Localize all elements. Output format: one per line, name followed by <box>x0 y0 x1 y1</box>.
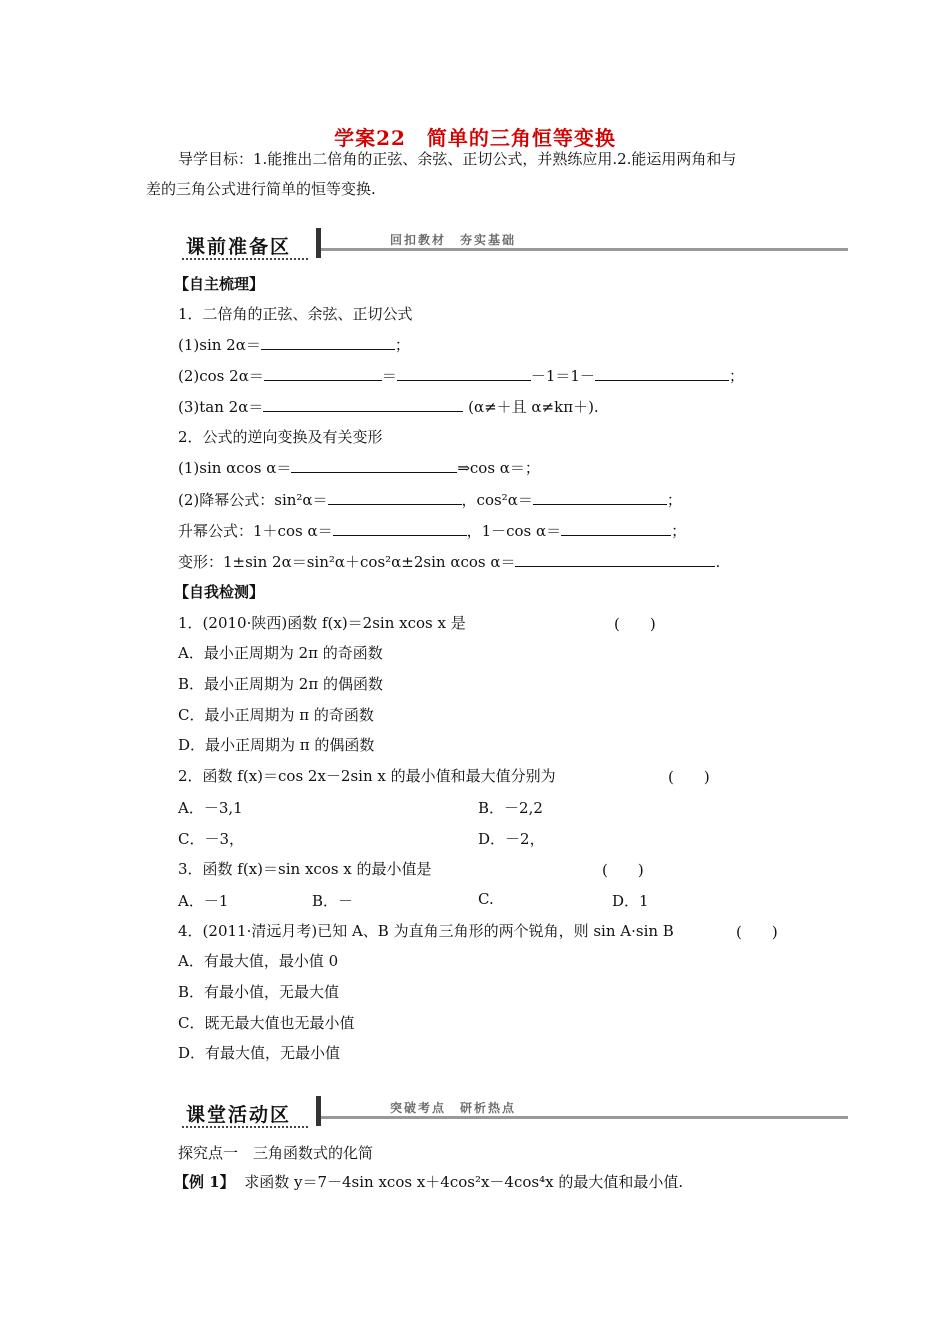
question-1-option-c[interactable]: C．最小正周期为 π 的奇函数 <box>178 706 374 724</box>
answer-blank[interactable] <box>263 397 463 412</box>
question-4-option-d[interactable]: D．有最大值，无最小值 <box>178 1044 341 1062</box>
banner-divider-bar <box>316 1096 321 1126</box>
learning-goals-line2: 差的三角公式进行简单的恒等变换. <box>146 180 376 198</box>
question-1-option-a[interactable]: A．最小正周期为 2π 的奇函数 <box>178 644 383 662</box>
question-3: 3．函数 f(x)＝sin xcos x 的最小值是 <box>178 860 432 878</box>
question-1-answer-bracket[interactable]: ( ) <box>614 615 656 633</box>
answer-blank[interactable] <box>595 366 729 381</box>
question-2-option-b[interactable]: B．－2,2 <box>478 799 543 817</box>
formula-text: (2)cos 2α＝ <box>178 367 264 385</box>
formula-text: ； <box>671 522 687 540</box>
formula-text: (1)sin 2α＝ <box>178 336 261 354</box>
formula-text: 变形：1±sin 2α＝sin²α＋cos²α±2sin αcos α＝ <box>178 553 516 571</box>
item-2-heading: 2．公式的逆向变换及有关变形 <box>178 428 383 446</box>
question-2-option-a[interactable]: A．－3,1 <box>178 799 243 817</box>
banner-subtitle: 突破考点 研析热点 <box>390 1101 517 1115</box>
formula-transformation <box>178 552 720 572</box>
formula-text: ⇒cos α＝； <box>457 459 540 477</box>
question-4: 4．(2011·清远月考)已知 A、B 为直角三角形的两个锐角，则 sin A·sin B <box>178 922 674 940</box>
example-label: 【例 1】 <box>174 1173 235 1191</box>
question-3-answer-bracket[interactable]: ( ) <box>602 861 644 879</box>
banner-dotted-underline <box>182 258 308 260</box>
question-2-option-d[interactable]: D．－2， <box>478 830 545 848</box>
answer-blank[interactable] <box>261 335 395 350</box>
learning-goals-line1: 导学目标：1.能推出二倍角的正弦、余弦、正切公式，并熟练应用.2.能运用两角和与 <box>178 150 737 168</box>
formula-power-reduction <box>178 490 682 510</box>
question-3-option-d[interactable]: D．1 <box>612 892 649 910</box>
question-4-option-b[interactable]: B．有最小值，无最大值 <box>178 983 340 1001</box>
section-heading-self-review: 【自主梳理】 <box>174 275 265 293</box>
question-3-option-b[interactable]: B．－ <box>312 892 354 910</box>
item-1-heading: 1．二倍角的正弦、余弦、正切公式 <box>178 305 413 323</box>
formula-text: ，1－cos α＝ <box>466 522 562 540</box>
document-title: 学案22 简单的三角恒等变换 <box>334 126 616 150</box>
answer-blank[interactable] <box>561 521 671 536</box>
section-heading-self-test: 【自我检测】 <box>174 583 265 601</box>
banner-subtitle: 回扣教材 夯实基础 <box>390 233 517 247</box>
answer-blank[interactable] <box>291 458 457 473</box>
formula-cos2a <box>178 366 744 386</box>
banner-rule <box>321 1116 848 1119</box>
formula-power-raising <box>178 521 686 541</box>
formula-condition: (α≠＋且 α≠kπ＋). <box>468 398 599 416</box>
formula-text: 升幂公式：1＋cos α＝ <box>178 522 333 540</box>
answer-blank[interactable] <box>515 552 715 567</box>
banner-title: 课前准备区 <box>186 236 292 258</box>
formula-text: ； <box>394 336 410 354</box>
question-1-option-b[interactable]: B．最小正周期为 2π 的偶函数 <box>178 675 383 693</box>
question-4-option-c[interactable]: C．既无最大值也无最小值 <box>178 1014 355 1032</box>
exploration-point-heading: 探究点一 三角函数式的化简 <box>178 1144 374 1162</box>
answer-blank[interactable] <box>533 490 667 505</box>
question-4-answer-bracket[interactable]: ( ) <box>736 923 778 941</box>
banner-divider-bar <box>316 228 321 258</box>
question-3-option-a[interactable]: A．－1 <box>178 892 229 910</box>
answer-blank[interactable] <box>397 366 531 381</box>
formula-sinacosa <box>178 458 540 478</box>
question-4-option-a[interactable]: A．有最大值，最小值 0 <box>178 952 339 970</box>
formula-text: (2)降幂公式：sin²α＝ <box>178 491 328 509</box>
example-text: 求函数 y＝7－4sin xcos x＋4cos²x－4cos⁴x 的最大值和最小值. <box>244 1173 684 1191</box>
example-1 <box>174 1172 683 1192</box>
formula-text: (3)tan 2α＝ <box>178 398 264 416</box>
formula-text: －1＝1－ <box>530 367 595 385</box>
formula-text: (1)sin αcos α＝ <box>178 459 292 477</box>
formula-text: ； <box>728 367 744 385</box>
question-2: 2．函数 f(x)＝cos 2x－2sin x 的最小值和最大值分别为 <box>178 767 556 785</box>
question-1-option-d[interactable]: D．最小正周期为 π 的偶函数 <box>178 736 375 754</box>
answer-blank[interactable] <box>328 490 462 505</box>
formula-text: . <box>715 553 721 571</box>
banner-title: 课堂活动区 <box>186 1104 292 1126</box>
question-1: 1．(2010·陕西)函数 f(x)＝2sin xcos x 是 <box>178 614 466 632</box>
answer-blank[interactable] <box>333 521 467 536</box>
formula-text: ； <box>666 491 682 509</box>
banner-rule <box>321 248 848 251</box>
formula-text: ＝ <box>381 367 397 385</box>
formula-text: ，cos²α＝ <box>461 491 533 509</box>
banner-dotted-underline <box>182 1126 308 1128</box>
section-banner-classroom <box>182 1096 848 1132</box>
answer-blank[interactable] <box>264 366 382 381</box>
formula-tan2a <box>178 397 599 417</box>
formula-sin2a <box>178 335 410 355</box>
question-2-answer-bracket[interactable]: ( ) <box>668 768 710 786</box>
section-banner-preparation <box>182 228 848 264</box>
question-3-option-c[interactable]: C. <box>478 890 494 908</box>
question-2-option-c[interactable]: C．－3， <box>178 830 245 848</box>
